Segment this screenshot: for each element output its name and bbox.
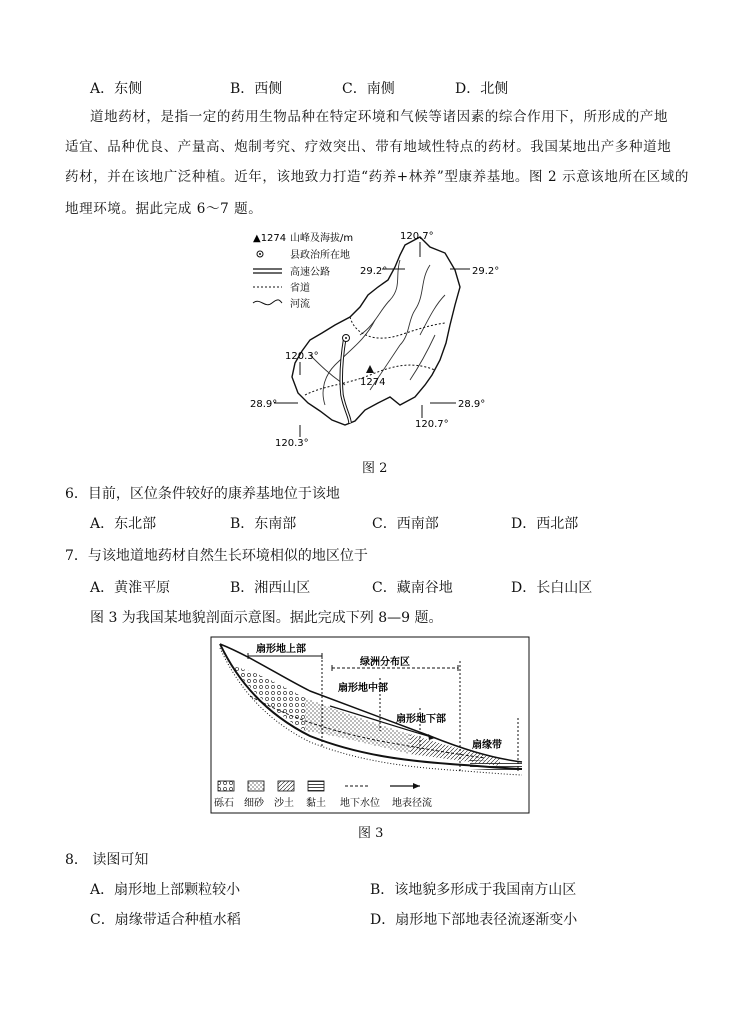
legend-expressway: 高速公路 bbox=[290, 267, 330, 278]
peak-label: 1274 bbox=[360, 377, 386, 388]
q8-option-a[interactable]: A．扇形地上部颗粒较小 bbox=[90, 882, 241, 898]
figure-3-caption: 图 3 bbox=[358, 826, 384, 841]
q5-option-a[interactable]: A．东侧 bbox=[90, 81, 143, 97]
legend-river: 河流 bbox=[290, 299, 310, 310]
q7-option-d[interactable]: D．长白山区 bbox=[511, 580, 593, 596]
label-fan-middle: 扇形地中部 bbox=[338, 683, 388, 694]
coord-bottom-lon-left: 120.3° bbox=[275, 438, 309, 449]
q7-stem: 7．与该地道地药材自然生长环境相似的地区位于 bbox=[65, 548, 368, 564]
passage-line-3: 药材，并在该地广泛种植。近年，该地致力打造“药养+林养”型康养基地。图 2 示意该地所在区域的 bbox=[65, 169, 689, 185]
legend-clay: 黏土 bbox=[306, 798, 326, 809]
legend-sandy-soil: 沙土 bbox=[274, 798, 294, 809]
passage-line-1: 道地药材，是指一定的药用生物品种在特定环境和气候等诸因素的综合作用下，所形成的产地 bbox=[90, 109, 669, 125]
q7-option-b[interactable]: B．湘西山区 bbox=[230, 580, 311, 596]
passage-line-2: 适宜、品种优良、产量高、炮制考究、疗效突出、带有地域性特点的药材。我国某地出产多种道地 bbox=[65, 139, 672, 155]
coord-bottom-lat-left: 28.9° bbox=[250, 399, 278, 410]
coord-top-lat-left: 29.2° bbox=[360, 266, 388, 277]
legend-provincial-road: 省道 bbox=[290, 283, 310, 294]
legend-groundwater: 地下水位 bbox=[340, 798, 380, 809]
q6-stem: 6．目前，区位条件较好的康养基地位于该地 bbox=[65, 486, 340, 502]
legend-gravel: 砾石 bbox=[214, 798, 234, 809]
legend-county-seat: 县政治所在地 bbox=[290, 250, 350, 261]
coord-top-lat-right: 29.2° bbox=[472, 266, 500, 277]
q6-option-a[interactable]: A．东北部 bbox=[90, 516, 157, 532]
figure-2-caption: 图 2 bbox=[362, 461, 388, 476]
legend-surface-runoff: 地表径流 bbox=[392, 798, 432, 809]
map-legend bbox=[253, 231, 353, 310]
label-fan-edge: 扇缘带 bbox=[472, 740, 502, 751]
q5-option-b[interactable]: B．西侧 bbox=[230, 81, 283, 97]
q7-option-c[interactable]: C．藏南谷地 bbox=[372, 580, 453, 596]
coord-top-lon: 120.7° bbox=[400, 231, 434, 242]
q8-option-b[interactable]: B．该地貌多形成于我国南方山区 bbox=[370, 882, 577, 898]
coord-bottom-lat-right: 28.9° bbox=[458, 399, 486, 410]
legend-peak: 山峰及海拔/m bbox=[290, 233, 354, 244]
legend-fine-sand: 细砂 bbox=[244, 798, 264, 809]
label-fan-lower: 扇形地下部 bbox=[396, 714, 446, 725]
q6-option-d[interactable]: D．西北部 bbox=[511, 516, 579, 532]
coord-bottom-lon-right: 120.7° bbox=[415, 419, 449, 430]
q8-option-d[interactable]: D．扇形地下部地表径流逐渐变小 bbox=[370, 912, 578, 928]
legend-peak-symbol: ▲1274 bbox=[253, 233, 287, 244]
q8-option-c[interactable]: C．扇缘带适合种植水稻 bbox=[90, 912, 241, 928]
q6-option-b[interactable]: B．东南部 bbox=[230, 516, 297, 532]
q6-option-c[interactable]: C．西南部 bbox=[372, 516, 439, 532]
figure-3-profile bbox=[210, 636, 530, 814]
label-oasis: 绿洲分布区 bbox=[360, 657, 410, 668]
coord-left-lon: 120.3° bbox=[285, 351, 319, 362]
q7-option-a[interactable]: A．黄淮平原 bbox=[90, 580, 171, 596]
intro-q8-9: 图 3 为我国某地貌剖面示意图。据此完成下列 8—9 题。 bbox=[90, 610, 443, 626]
passage-line-4: 地理环境。据此完成 6～7 题。 bbox=[65, 201, 263, 217]
q8-stem: 8． 读图可知 bbox=[65, 852, 149, 868]
label-fan-upper: 扇形地上部 bbox=[256, 644, 306, 655]
q5-option-d[interactable]: D．北侧 bbox=[455, 81, 509, 97]
figure-2-map bbox=[250, 225, 500, 450]
q5-option-c[interactable]: C．南侧 bbox=[342, 81, 395, 97]
